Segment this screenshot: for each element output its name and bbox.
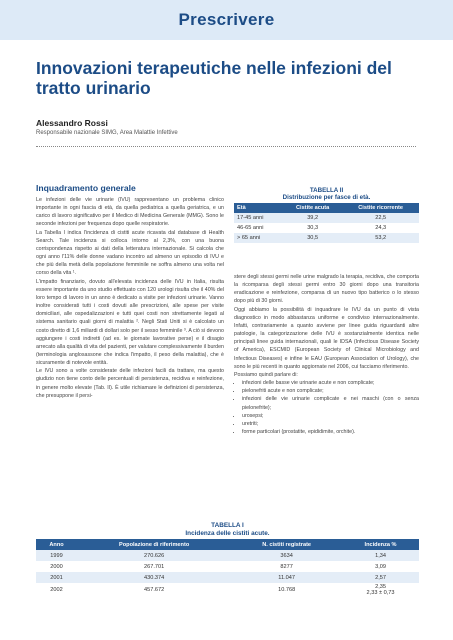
table1-caption-text: Incidenza delle cistiti acute. bbox=[185, 529, 270, 537]
left-column bbox=[36, 196, 224, 400]
paragraph: stere degli stessi germi nelle urine malgrado la terapia, recidiva, che comporta la ricomparsa degli stessi germi entro 30 giorni dopo una transitoria eradicazione e reinfezione, comparsa di un nuovo tipo batterico o lo stesso dopo più di 30 giorni. bbox=[234, 274, 419, 305]
table-cell: 53,2 bbox=[342, 233, 419, 243]
table-cell: 30,5 bbox=[283, 233, 342, 243]
table-row bbox=[234, 213, 419, 223]
table-cell: 2002 bbox=[36, 583, 77, 597]
paragraph: La Tabella I indica l'incidenza di cistiti acute ricavata dal database di Health Search. Tale incidenza si colloca intorno al 2,3%, con una buona corrispondenza rispetto ai dati della letteratura internazionale. Si calcola che ogni anno l'11% delle donne vadano incontro ad almeno un episodio di IVU e che più della metà della popolazione femminile ne soffra almeno una volta nel corso della vita ¹. bbox=[36, 229, 224, 277]
table-cell: 3,09 bbox=[342, 561, 419, 572]
table1-label: TABELLA I bbox=[211, 522, 244, 529]
table-cell: 2,57 bbox=[342, 572, 419, 583]
table-cell: 24,3 bbox=[342, 223, 419, 233]
table-cell: 267.701 bbox=[77, 561, 231, 572]
table-cell: 2000 bbox=[36, 561, 77, 572]
article-title: Innovazioni terapeutiche nelle infezioni del tratto urinario bbox=[36, 58, 392, 98]
table-row bbox=[36, 572, 419, 583]
journal-section-title: Prescrivere bbox=[178, 10, 275, 29]
author-affiliation: Responsabile nazionale SIMG, Area Malattie Infettive bbox=[36, 130, 178, 136]
table2-caption-text: Distribuzione per fasce di età. bbox=[282, 194, 371, 201]
table-row bbox=[36, 550, 419, 561]
list-item: • forme particolari (prostatite, epididimite, orchite). bbox=[242, 428, 419, 436]
table-row bbox=[234, 233, 419, 243]
table-row bbox=[234, 223, 419, 233]
column-header: Cistite ricorrente bbox=[342, 203, 419, 213]
table-row bbox=[36, 561, 419, 572]
table-row bbox=[36, 583, 419, 597]
table-cell: 3634 bbox=[231, 550, 342, 561]
table-cell: 457.672 bbox=[77, 583, 231, 597]
list-item: • pielonefriti acute e non complicate; bbox=[242, 387, 419, 395]
paragraph: Possiamo quindi parlare di: bbox=[234, 371, 298, 378]
table1 bbox=[36, 539, 419, 597]
table2-label: TABELLA II bbox=[309, 187, 344, 194]
column-header: N. cistiti registrate bbox=[231, 539, 342, 550]
bullet-list bbox=[234, 379, 419, 436]
table2-caption bbox=[234, 187, 419, 201]
incidence-value: 2,35 bbox=[375, 584, 386, 590]
column-header: Età bbox=[234, 203, 283, 213]
list-item: • infezioni delle vie urinarie complicate e nei maschi (con o senza pielonefrite); bbox=[242, 395, 419, 411]
table2 bbox=[234, 203, 419, 243]
table-cell: 46-65 anni bbox=[234, 223, 283, 233]
paragraph: Oggi abbiamo la possibilità di inquadrare le IVU da un punto di vista diagnostico in modo abbastanza uniforme e condiviso internazionalmente. Infatti, contrariamente a quanto avviene per linee guida riguardanti altre patologie, la categorizzazione delle IVU è sostanzialmente identica nelle principali linee guida internazionali, quali le IDSA (Infectious Disease Society of America), ESCMID (European Society of Clinical Microbiology and Infectious Diseases) e infine le EAU (European Association of Urology), che sono le più recenti in quanto aggiornate nel 2006, cui facciamo riferimento. bbox=[234, 306, 419, 370]
table-header-row bbox=[234, 203, 419, 213]
incidence-summary: 2,33 ± 0,73 bbox=[366, 590, 395, 596]
section-title: Inquadramento generale bbox=[36, 183, 136, 193]
paragraph: L'impatto finanziario, dovuto all'elevata incidenza delle IVU in Italia, risulta essere importante da uno studio effettuato con 120 urologi risulta che il 40% del loro tempo di lavoro in un anno è dedicato a visite per infezioni urinarie. Vanno inoltre considerati tutti i costi dovuti alle prescrizioni, alle spese per visite domiciliari, alle ospedalizzazioni e tutti quei costi non strettamente legati al sistema sanitario quali giorni di malattia ². Negli Stati Uniti si è calcolato un costo diretto di 1,6 miliardi di dollari solo per il sesso femminile ³. A ciò si devono aggiungere i costi indiretti (ad es. le giornate lavorative perse) e il disagio arrecato alla qualità di vita del pazienti, per valutare complessivamente il burden (terminologia anglosassone che indica l'impatto, il peso della malattia), che è sicuramente di notevole entità. bbox=[36, 278, 224, 367]
list-item: • urosepsi; bbox=[242, 412, 419, 420]
right-column bbox=[234, 273, 419, 436]
table-cell: 2001 bbox=[36, 572, 77, 583]
table-cell: 39,2 bbox=[283, 213, 342, 223]
paragraph: Le infezioni delle vie urinarie (IVU) rappresentano un problema clinico importante in ogni fascia di età, da quella pediatrica a quella geriatrica, e un carico di lavoro significativo per il Medico di Medicina Generale (MMG). Sono le seconde infezioni per frequenza dopo quelle respiratorie. bbox=[36, 197, 224, 228]
table-cell bbox=[342, 583, 419, 597]
list-item: • uretriti; bbox=[242, 420, 419, 428]
table-header-row bbox=[36, 539, 419, 550]
table-cell: 10.768 bbox=[231, 583, 342, 597]
column-header: Popolazione di riferimento bbox=[77, 539, 231, 550]
table-cell: 11.047 bbox=[231, 572, 342, 583]
table-cell: 1999 bbox=[36, 550, 77, 561]
paragraph: Le IVU sono a volte considerate delle infezioni facili da trattare, ma questo giudizio non tiene conto delle percentuali di persistenza, recidiva e reinfezione, in genere molto elevate (Tab. II). È utile richiamare le definizioni di persistenza, che presuppone il persi- bbox=[36, 368, 224, 399]
table-cell: 17-45 anni bbox=[234, 213, 283, 223]
divider bbox=[36, 146, 416, 147]
column-header: Anno bbox=[36, 539, 77, 550]
column-header: Incidenza % bbox=[342, 539, 419, 550]
table1-caption bbox=[36, 522, 419, 537]
table-cell: 30,3 bbox=[283, 223, 342, 233]
article-author: Alessandro Rossi bbox=[36, 118, 108, 128]
table-cell: > 65 anni bbox=[234, 233, 283, 243]
header-bar bbox=[0, 0, 453, 40]
list-item: • infezioni delle basse vie urinarie acute e non complicate; bbox=[242, 379, 419, 387]
table-cell: 22,5 bbox=[342, 213, 419, 223]
table-cell: 8277 bbox=[231, 561, 342, 572]
table-cell: 430.374 bbox=[77, 572, 231, 583]
table-cell: 270.626 bbox=[77, 550, 231, 561]
column-header: Cistite acuta bbox=[283, 203, 342, 213]
table-cell: 1,34 bbox=[342, 550, 419, 561]
